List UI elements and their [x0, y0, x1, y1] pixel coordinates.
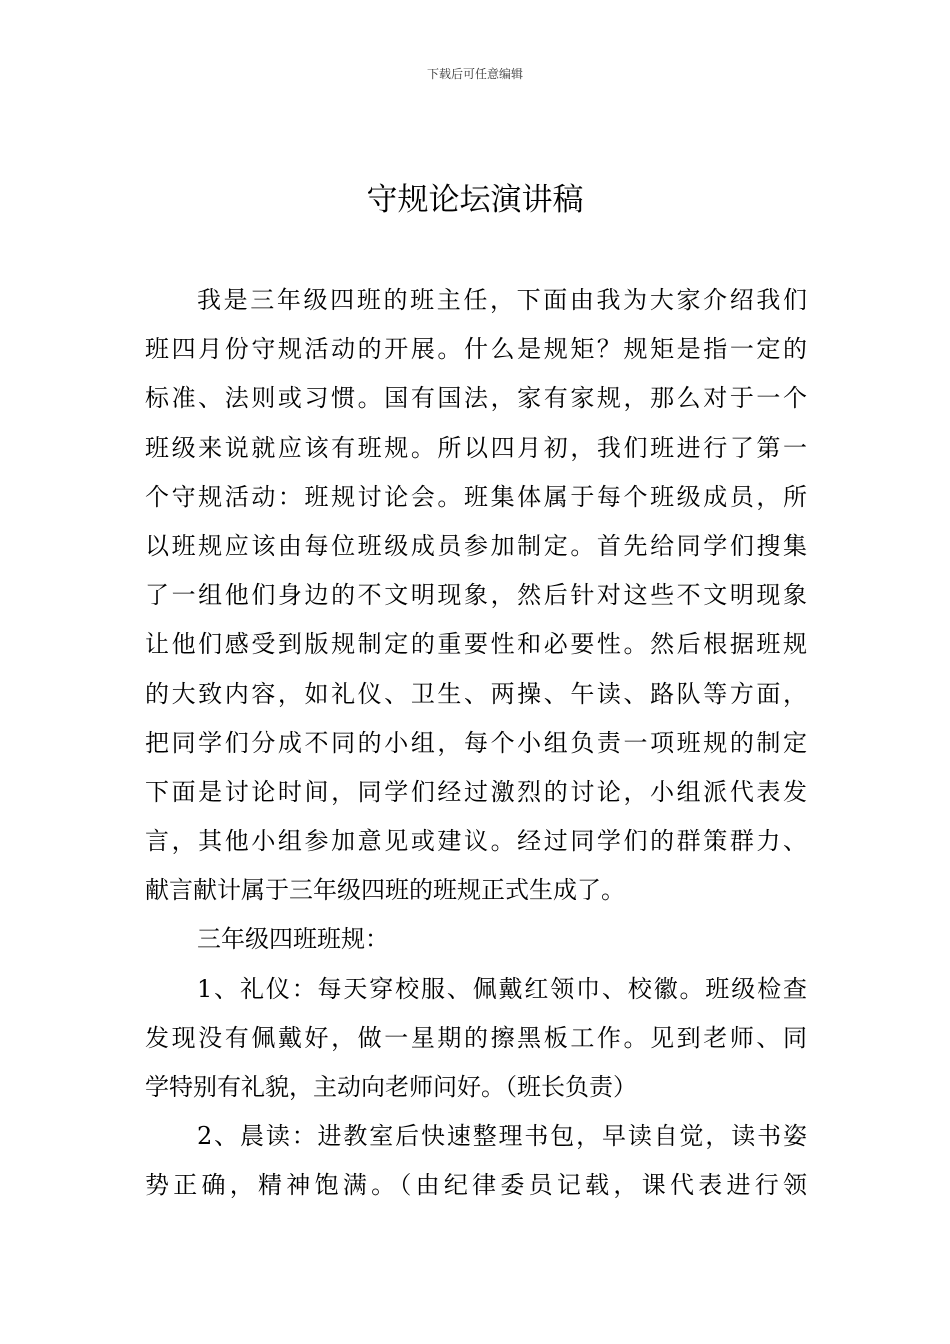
rule-item-line: 学特别有礼貌，主动向老师问好。（班长负责）	[145, 1073, 637, 1101]
paragraph-line: 班四月份守规活动的开展。什么是规矩？规矩是指一定的	[145, 335, 807, 364]
paragraph-line: 我是三年级四班的班主任，下面由我为大家介绍我们	[197, 286, 807, 314]
paragraph-line: 以班规应该由每位班级成员参加制定。首先给同学们搜集	[145, 531, 807, 560]
rule-item-line: 发现没有佩戴好，做一星期的擦黑板工作。见到老师、同	[145, 1023, 807, 1052]
paragraph-line: 个守规活动：班规讨论会。班集体属于每个班级成员，所	[145, 482, 807, 511]
document-body	[145, 280, 807, 1215]
header-note: 下载后可任意编辑	[426, 67, 523, 81]
rule-item-line: 势正确，精神饱满。（由纪律委员记载，课代表进行领	[145, 1171, 807, 1200]
rule-item-line: 2、晨读：进教室后快速整理书包，早读自觉，读书姿	[197, 1122, 807, 1151]
paragraph-line: 班级来说就应该有班规。所以四月初，我们班进行了第一	[145, 433, 807, 462]
paragraph-line: 言，其他小组参加意见或建议。经过同学们的群策群力、	[145, 827, 807, 856]
paragraph-line: 的大致内容，如礼仪、卫生、两操、午读、路队等方面，	[145, 679, 807, 708]
rule-item-line: 1、礼仪：每天穿校服、佩戴红领巾、校徽。班级检查	[197, 974, 807, 1003]
section-heading: 三年级四班班规：	[197, 925, 389, 954]
paragraph-line: 下面是讨论时间，同学们经过激烈的讨论，小组派代表发	[145, 777, 807, 806]
paragraph-line: 献言献计属于三年级四班的班规正式生成了。	[145, 876, 625, 905]
paragraph-line: 了一组他们身边的不文明现象，然后针对这些不文明现象	[145, 581, 807, 610]
paragraph-line: 把同学们分成不同的小组，每个小组负责一项班规的制定	[145, 728, 807, 757]
paragraph-line: 让他们感受到版规制定的重要性和必要性。然后根据班规	[145, 630, 807, 659]
paragraph-line: 标准、法则或习惯。国有国法，家有家规，那么对于一个	[145, 384, 807, 413]
document-title: 守规论坛演讲稿	[366, 182, 584, 218]
